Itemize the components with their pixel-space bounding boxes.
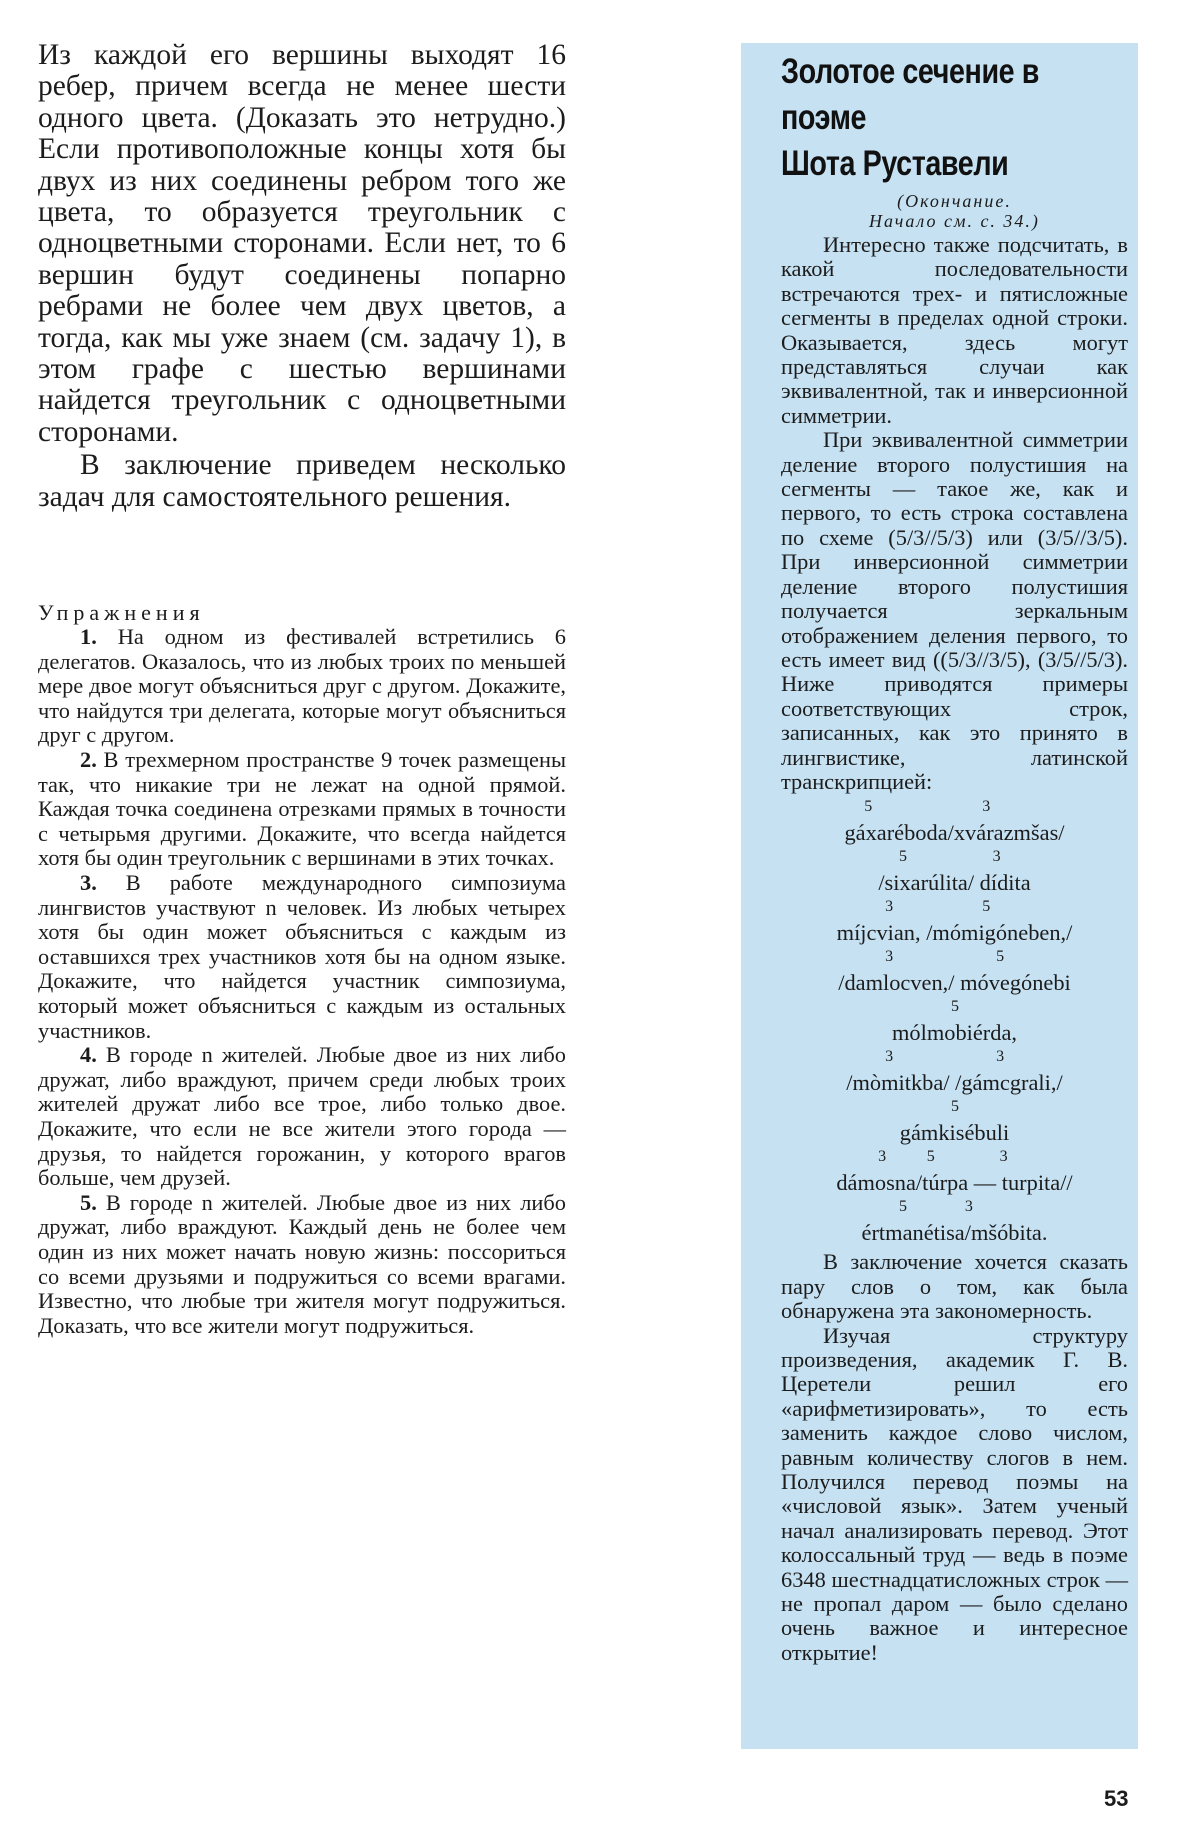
syllable-count-mark: 3 <box>999 1148 1008 1166</box>
syllable-count-mark: 3 <box>964 1198 973 1216</box>
sidebar-paragraph-2: При эквивалентной симметрии деление второго полустишия на сегменты — такое же, как и первого, то есть строка составлена по схеме (5/3//5/3) или (3/5//3/5). При инверсионной симметрии деление второго полустишия получается зеркальным отображением деления первого, то есть имеет вид ((5/3//3/5), (3/5//5/3). Ниже приводятся примеры соответствующих строк, записанных, как это принято в лингвистике, латинской транскрипцией: <box>781 427 1128 794</box>
exercise-item <box>38 1191 566 1339</box>
exercise-text: В работе международного симпозиума лингвистов участвуют n человек. Из любых четырех хотя бы один может объясниться с каждым из оставшихся трех участников хотя бы на одном языке. Докажите, что найдется участник симпозиума, который может объясниться с каждым из остальных участников. <box>38 870 566 1043</box>
syllable-count-mark: 3 <box>982 798 991 816</box>
verse-line <box>781 898 1128 948</box>
sidebar-paragraph-3: В заключение хочется сказать пару слов о том, как была обнаружена эта закономерность. <box>781 1249 1128 1324</box>
verse-line-text: míjcvian, /mómigóneben,/ <box>836 920 1073 946</box>
sidebar-body <box>781 233 1128 794</box>
verse-line <box>781 998 1128 1048</box>
exercise-item <box>38 871 566 1043</box>
verse-line-text: gámkisébuli <box>899 1120 1010 1146</box>
syllable-count-mark: 3 <box>996 1048 1005 1066</box>
exercise-item <box>38 748 566 871</box>
exercise-number: 5. <box>80 1189 97 1215</box>
continuation-note-line-2: Начало см. с. 34.) <box>869 211 1040 231</box>
syllable-count-mark: 5 <box>898 1198 907 1216</box>
verse-line-text: értmanétisa/mšóbita. <box>861 1220 1048 1246</box>
syllable-count-mark: 3 <box>885 898 894 916</box>
exercise-text: В трехмерном пространстве 9 точек размещены так, что никакие три не лежат на одной прямой. Каждая точка соединена отрезками прямых в точности с четырьмя другими. Докажите, что всегда найдется хотя бы один треугольник с вершинами в этих точках. <box>38 747 566 871</box>
syllable-count-mark: 5 <box>926 1148 935 1166</box>
exercise-item <box>38 625 566 748</box>
verse-line <box>781 1198 1128 1248</box>
exercise-item <box>38 1043 566 1191</box>
verse-line-text: /mòmitkba/ /gámcgrali,/ <box>846 1070 1063 1096</box>
verse-block <box>781 798 1128 1248</box>
exercise-text: В городе n жителей. Любые двое из них либо дружат, либо враждуют, причем среди любых троих жителей дружат либо все трое, либо только двое. Докажите, что если не все жители этого города — друзья, то найдется горожанин, у которого врагов больше, чем друзей. <box>38 1042 566 1191</box>
verse-line-text: /sixarúlita/ dídita <box>878 870 1031 896</box>
exercise-text: В городе n жителей. Любые двое из них либо дружат, либо враждуют. Каждый день не более чем один из них может начать новую жизнь: поссориться со всеми друзьями и подружиться со всеми врагами. Известно, что любые три жителя могут подружиться. Доказать, что все жители могут подружиться. <box>38 1189 566 1338</box>
verse-line-text: /damlocven,/ móvegónebi <box>838 970 1071 996</box>
syllable-count-mark: 5 <box>898 848 907 866</box>
syllable-count-mark: 5 <box>951 1098 960 1116</box>
syllable-count-mark: 5 <box>864 798 873 816</box>
verse-line-text: gáxaréboda/xvárazmšas/ <box>844 820 1065 846</box>
verse-line <box>781 1048 1128 1098</box>
continuation-note <box>781 191 1128 231</box>
syllable-count-mark: 5 <box>951 998 960 1016</box>
sidebar-title-line-2: Шота Руставели <box>781 144 1009 183</box>
continuation-note-line-1: (Окончание. <box>897 191 1012 211</box>
verse-line <box>781 1098 1128 1148</box>
sidebar-title-line-1: Золотое сечение в поэме <box>781 52 1040 137</box>
sidebar-body-end <box>781 1250 1128 1665</box>
syllable-count-mark: 3 <box>878 1148 887 1166</box>
sidebar-paragraph-1: Интересно также подсчитать, в какой последовательности встречаются трех- и пятисложные сегменты в пределах одной строки. Оказывается, здесь могут представляться случаи как эквивалентной, так и инверсионной симметрии. <box>781 232 1128 428</box>
sidebar-title <box>781 49 1109 187</box>
verse-line-text: mólmobiérda, <box>892 1020 1017 1046</box>
verse-line-text: dámosna/túrpa — turpita// <box>836 1170 1073 1196</box>
verse-line <box>781 948 1128 998</box>
left-column <box>38 40 566 1338</box>
intro-paragraph-2: В заключение приведем несколько задач для самостоятельного решения. <box>38 449 566 513</box>
exercise-text: На одном из фестивалей встретились 6 делегатов. Оказалось, что из любых троих по меньшей мере двое могут объясниться друг с другом. Докажите, что найдутся три делегата, которые могут объясниться друг с другом. <box>38 624 566 748</box>
syllable-count-mark: 3 <box>885 948 894 966</box>
exercise-number: 1. <box>80 624 97 650</box>
syllable-count-mark: 3 <box>885 1048 894 1066</box>
exercises-title: Упражнения <box>38 600 205 626</box>
sidebar-article <box>741 43 1138 1749</box>
exercises-list <box>38 625 566 1338</box>
exercise-number: 2. <box>80 747 97 773</box>
verse-line <box>781 798 1128 848</box>
verse-line <box>781 848 1128 898</box>
syllable-count-mark: 3 <box>992 848 1001 866</box>
syllable-count-mark: 5 <box>996 948 1005 966</box>
exercise-number: 4. <box>80 1042 97 1068</box>
syllable-count-mark: 5 <box>982 898 991 916</box>
intro-paragraph-1: Из каждой его вершины выходят 16 ребер, причем всегда не менее шести одного цвета. (Доказать это нетрудно.) Если противоположные концы хотя бы двух из них соединены ребром того же цвета, то образуется треугольник с одноцветными сторонами. Если нет, то 6 вершин будут соединены попарно ребрами не более чем двух цветов, а тогда, как мы уже знаем (см. задачу 1), в этом графе с шестью вершинами найдется треугольник с одноцветными сторонами. <box>38 39 566 448</box>
verse-line <box>781 1148 1128 1198</box>
page-number: 53 <box>1104 1786 1129 1811</box>
intro-text <box>38 40 566 513</box>
exercise-number: 3. <box>80 870 97 896</box>
sidebar-paragraph-4: Изучая структуру произведения, академик Г. В. Церетели решил его «арифметизировать», то есть заменить каждое слово числом, равным количеству слогов в нем. Получился перевод поэмы на «числовой язык». Затем ученый начал анализировать перевод. Этот колоссальный труд — ведь в поэме 6348 шестнадцатисложных строк — не пропал даром — было сделано очень важное и интересное открытие! <box>781 1322 1128 1665</box>
